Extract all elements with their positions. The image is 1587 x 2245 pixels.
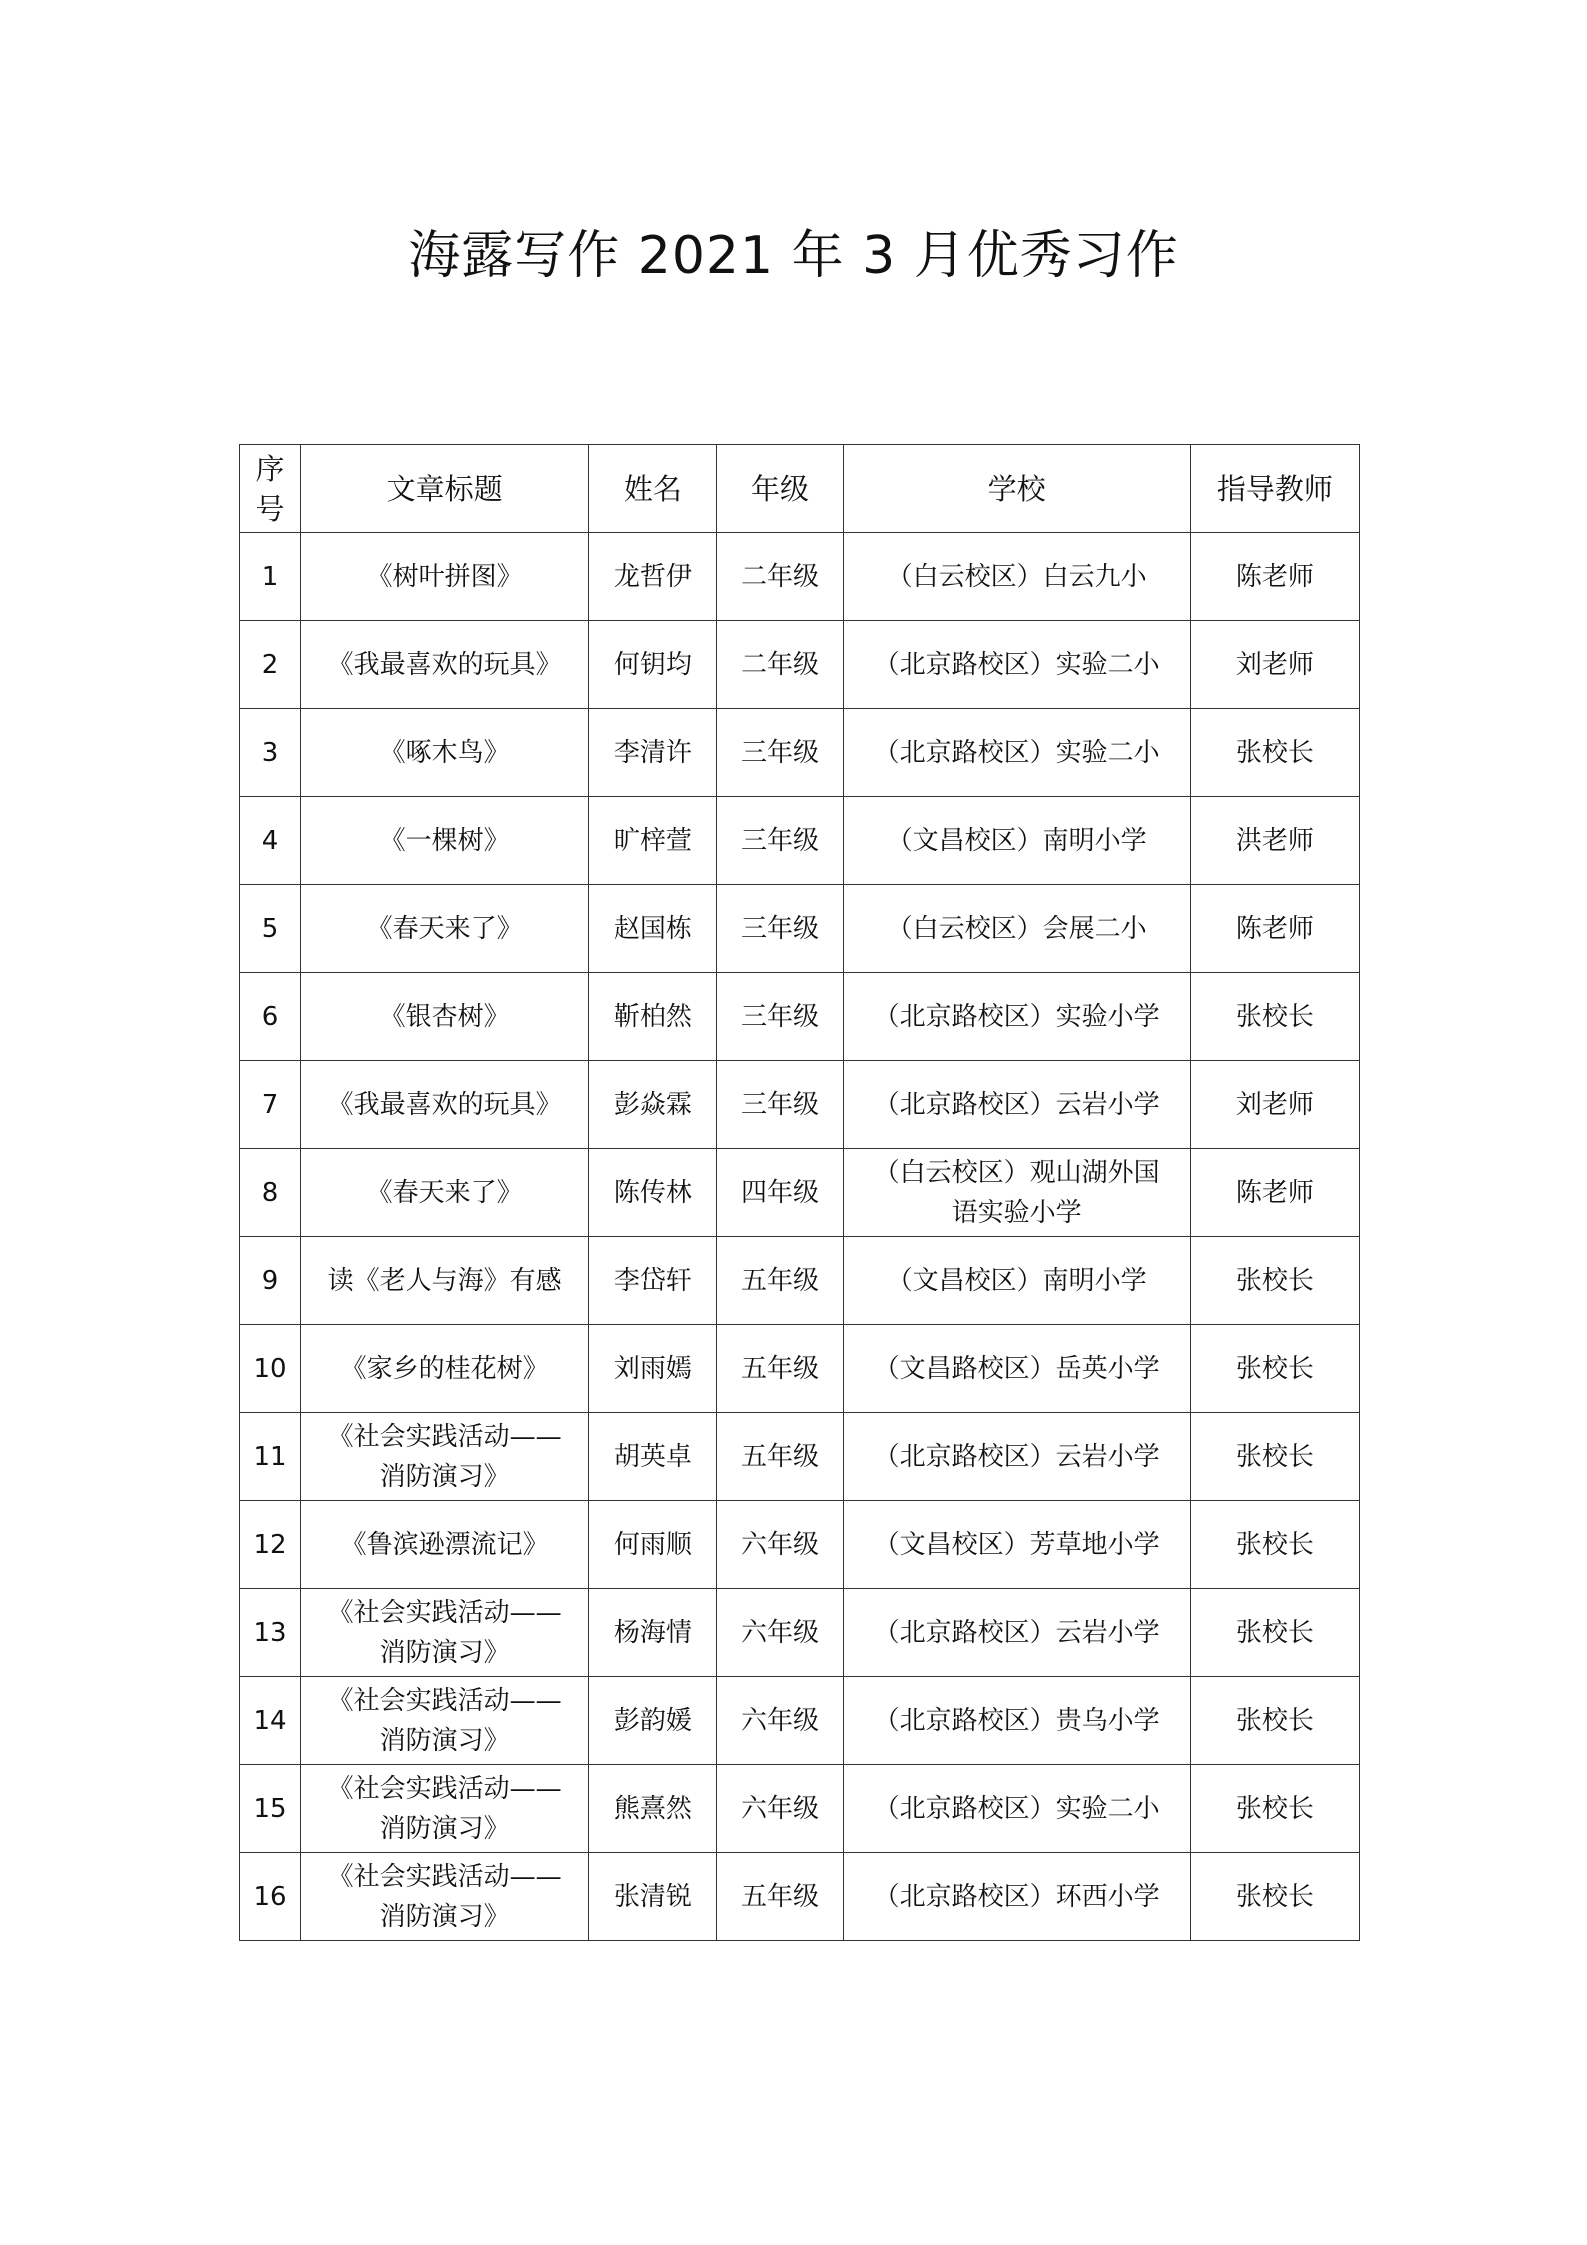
cell-school: （北京路校区）实验二小 [843, 709, 1190, 797]
award-table [239, 444, 1360, 1941]
cell-grade: 五年级 [717, 1325, 843, 1413]
cell-no: 13 [240, 1589, 301, 1677]
cell-no: 16 [240, 1853, 301, 1941]
cell-student-name: 张清锐 [589, 1853, 717, 1941]
cell-school: （白云校区）观山湖外国 语实验小学 [843, 1149, 1190, 1237]
table-row [240, 1061, 1360, 1149]
cell-article-title: 《社会实践活动—— 消防演习》 [301, 1677, 589, 1765]
cell-student-name: 陈传林 [589, 1149, 717, 1237]
table-row [240, 1765, 1360, 1853]
cell-teacher: 洪老师 [1190, 797, 1359, 885]
cell-school: （北京路校区）环西小学 [843, 1853, 1190, 1941]
cell-teacher: 陈老师 [1190, 885, 1359, 973]
header-article-title: 文章标题 [301, 445, 589, 533]
cell-student-name: 熊熹然 [589, 1765, 717, 1853]
cell-no: 15 [240, 1765, 301, 1853]
cell-article-title: 《树叶拼图》 [301, 533, 589, 621]
header-no: 序 号 [240, 445, 301, 533]
cell-grade: 三年级 [717, 797, 843, 885]
cell-school: （北京路校区）实验二小 [843, 1765, 1190, 1853]
cell-teacher: 张校长 [1190, 1765, 1359, 1853]
cell-grade: 三年级 [717, 973, 843, 1061]
cell-article-title: 《一棵树》 [301, 797, 589, 885]
cell-article-title: 《我最喜欢的玩具》 [301, 621, 589, 709]
header-school: 学校 [843, 445, 1190, 533]
cell-teacher: 张校长 [1190, 1237, 1359, 1325]
cell-article-title: 《春天来了》 [301, 1149, 589, 1237]
cell-grade: 二年级 [717, 621, 843, 709]
cell-student-name: 彭焱霖 [589, 1061, 717, 1149]
cell-teacher: 刘老师 [1190, 1061, 1359, 1149]
cell-school: （文昌校区）南明小学 [843, 1237, 1190, 1325]
cell-no: 12 [240, 1501, 301, 1589]
table-row [240, 709, 1360, 797]
cell-article-title: 《社会实践活动—— 消防演习》 [301, 1765, 589, 1853]
cell-article-title: 《鲁滨逊漂流记》 [301, 1501, 589, 1589]
cell-student-name: 彭韵媛 [589, 1677, 717, 1765]
table-header-row [240, 445, 1360, 533]
cell-school: （文昌校区）南明小学 [843, 797, 1190, 885]
cell-grade: 三年级 [717, 709, 843, 797]
cell-grade: 五年级 [717, 1237, 843, 1325]
cell-article-title: 读《老人与海》有感 [301, 1237, 589, 1325]
cell-teacher: 张校长 [1190, 973, 1359, 1061]
cell-school: （北京路校区）云岩小学 [843, 1589, 1190, 1677]
cell-no: 3 [240, 709, 301, 797]
table-row [240, 973, 1360, 1061]
cell-no: 7 [240, 1061, 301, 1149]
cell-student-name: 赵国栋 [589, 885, 717, 973]
cell-no: 11 [240, 1413, 301, 1501]
cell-no: 10 [240, 1325, 301, 1413]
cell-teacher: 张校长 [1190, 1413, 1359, 1501]
cell-no: 9 [240, 1237, 301, 1325]
cell-school: （北京路校区）云岩小学 [843, 1413, 1190, 1501]
cell-student-name: 胡英卓 [589, 1413, 717, 1501]
cell-school: （文昌路校区）岳英小学 [843, 1325, 1190, 1413]
table-row [240, 1325, 1360, 1413]
cell-school: （北京路校区）云岩小学 [843, 1061, 1190, 1149]
cell-grade: 五年级 [717, 1853, 843, 1941]
cell-grade: 六年级 [717, 1677, 843, 1765]
page-title: 海露写作 2021 年 3 月优秀习作 [408, 226, 1179, 286]
cell-article-title: 《我最喜欢的玩具》 [301, 1061, 589, 1149]
cell-student-name: 李清许 [589, 709, 717, 797]
cell-teacher: 陈老师 [1190, 533, 1359, 621]
cell-teacher: 张校长 [1190, 1677, 1359, 1765]
cell-no: 4 [240, 797, 301, 885]
table-row [240, 1677, 1360, 1765]
cell-student-name: 何钥均 [589, 621, 717, 709]
cell-school: （北京路校区）贵乌小学 [843, 1677, 1190, 1765]
cell-student-name: 龙哲伊 [589, 533, 717, 621]
table-row [240, 1413, 1360, 1501]
cell-grade: 五年级 [717, 1413, 843, 1501]
cell-teacher: 张校长 [1190, 1853, 1359, 1941]
cell-student-name: 李岱轩 [589, 1237, 717, 1325]
cell-teacher: 张校长 [1190, 1501, 1359, 1589]
cell-teacher: 刘老师 [1190, 621, 1359, 709]
table-row [240, 1589, 1360, 1677]
cell-grade: 六年级 [717, 1589, 843, 1677]
cell-teacher: 张校长 [1190, 1589, 1359, 1677]
cell-no: 14 [240, 1677, 301, 1765]
cell-student-name: 何雨顺 [589, 1501, 717, 1589]
cell-school: （白云校区）会展二小 [843, 885, 1190, 973]
table-row [240, 533, 1360, 621]
cell-grade: 二年级 [717, 533, 843, 621]
table-row [240, 1237, 1360, 1325]
cell-student-name: 刘雨嫣 [589, 1325, 717, 1413]
cell-article-title: 《春天来了》 [301, 885, 589, 973]
cell-student-name: 旷梓萱 [589, 797, 717, 885]
cell-school: （北京路校区）实验二小 [843, 621, 1190, 709]
cell-no: 1 [240, 533, 301, 621]
table-row [240, 797, 1360, 885]
cell-grade: 三年级 [717, 1061, 843, 1149]
cell-grade: 四年级 [717, 1149, 843, 1237]
header-teacher: 指导教师 [1190, 445, 1359, 533]
cell-grade: 三年级 [717, 885, 843, 973]
cell-no: 2 [240, 621, 301, 709]
header-grade: 年级 [717, 445, 843, 533]
table-row [240, 885, 1360, 973]
cell-student-name: 靳柏然 [589, 973, 717, 1061]
cell-article-title: 《社会实践活动—— 消防演习》 [301, 1413, 589, 1501]
cell-grade: 六年级 [717, 1765, 843, 1853]
table-row [240, 1149, 1360, 1237]
cell-article-title: 《家乡的桂花树》 [301, 1325, 589, 1413]
cell-article-title: 《啄木鸟》 [301, 709, 589, 797]
cell-school: （文昌校区）芳草地小学 [843, 1501, 1190, 1589]
cell-article-title: 《银杏树》 [301, 973, 589, 1061]
cell-teacher: 张校长 [1190, 1325, 1359, 1413]
header-name: 姓名 [589, 445, 717, 533]
cell-school: （北京路校区）实验小学 [843, 973, 1190, 1061]
table-row [240, 1501, 1360, 1589]
cell-no: 6 [240, 973, 301, 1061]
table-body [240, 533, 1360, 1941]
cell-article-title: 《社会实践活动—— 消防演习》 [301, 1853, 589, 1941]
cell-no: 8 [240, 1149, 301, 1237]
cell-grade: 六年级 [717, 1501, 843, 1589]
cell-article-title: 《社会实践活动—— 消防演习》 [301, 1589, 589, 1677]
table-row [240, 1853, 1360, 1941]
cell-teacher: 陈老师 [1190, 1149, 1359, 1237]
cell-teacher: 张校长 [1190, 709, 1359, 797]
table-row [240, 621, 1360, 709]
cell-school: （白云校区）白云九小 [843, 533, 1190, 621]
cell-student-name: 杨海情 [589, 1589, 717, 1677]
cell-no: 5 [240, 885, 301, 973]
